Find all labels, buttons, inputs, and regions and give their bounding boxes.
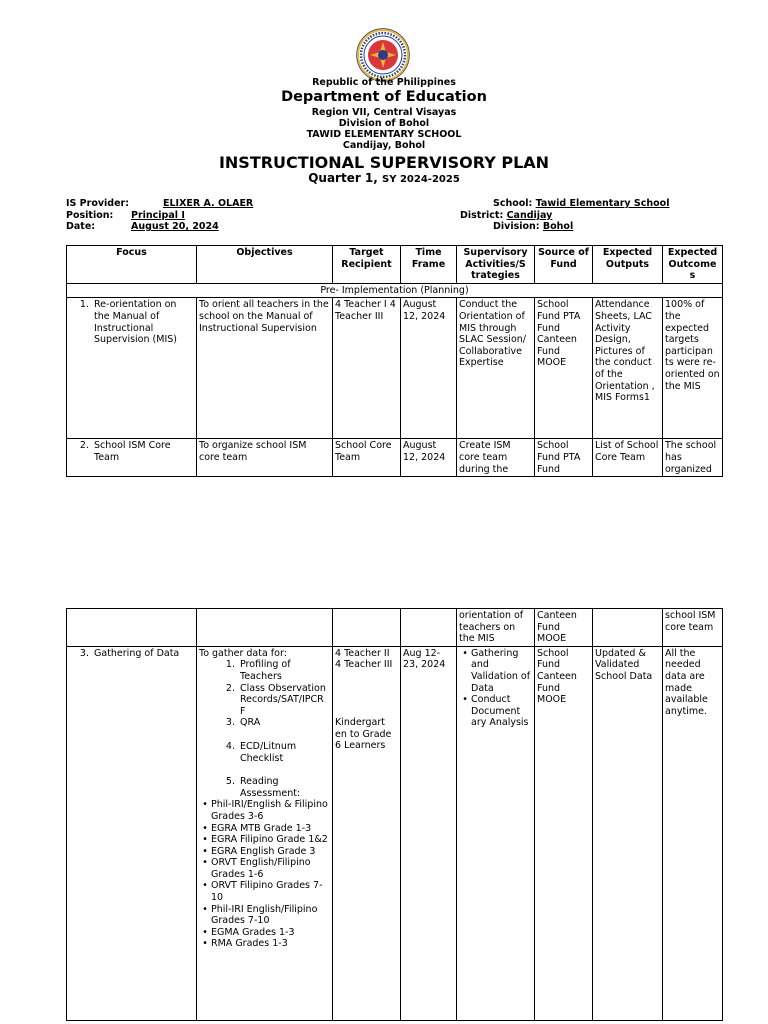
focus-cell [67,298,197,439]
school-name-line: TAWID ELEMENTARY SCHOOL [306,129,462,140]
bullet-text: Conduct Document ary Analysis [471,694,529,729]
bullet-text: Gathering and Validation of Data [471,647,531,694]
date-value [131,221,219,232]
sub-number: 2. [225,682,235,694]
activity-cell: orientation of teachers on the MIS [457,609,535,647]
focus-text: School ISM Core Team [94,440,171,463]
table-row [67,609,723,647]
provider-name: ELIXER A. OLAER [163,198,254,209]
outputs-cell [593,609,663,647]
division-label: Division: [493,221,540,232]
header-outcomes: Expected Outcome s [663,246,723,284]
bullet-text: RMA Grades 1-3 [211,938,288,950]
sub-number: 3. [225,717,235,729]
bullet-item: • EGRA English Grade 3 [202,845,316,857]
sub-text: Reading Assessment: [240,776,301,799]
objective-intro: To gather data for: [199,647,287,659]
bullet-text: Phil-IRI/English & Filipino Grades 3-6 [211,799,328,822]
header-fund: Source of Fund [535,246,593,284]
outcomes-cell: 100% of the expected targets participan ts were re-oriented on the MIS [663,298,723,439]
republic-line: Republic of the Philippines [312,77,456,88]
division-info [493,221,573,232]
sub-text: Profiling of Teachers [240,659,291,682]
list-item [199,659,330,682]
header-outputs: Expected Outputs [593,246,663,284]
item-number: 1. [79,299,89,311]
region-line: Region VII, Central Visayas [311,107,457,118]
sub-number: 5. [225,776,235,788]
bullet-text: Phil-IRI English/Filipino Grades 7-10 [211,903,318,927]
header-time: Time Frame [401,246,457,284]
district-label: District: [460,210,504,221]
target-teachers: 4 Teacher II 4 Teacher III [335,647,393,671]
sub-number: 4. [225,740,235,752]
division-line: Division of Bohol [338,118,430,129]
objective-cell [197,609,333,647]
bullet-text: EGRA English Grade 3 [211,845,316,857]
table-row [67,298,723,439]
header-focus: Focus [67,246,197,284]
location-line: Candijay, Bohol [342,140,426,151]
date-label: Date: [66,221,96,232]
school-info [493,198,669,209]
quarter-label: Quarter 1, [308,171,378,185]
school-label: School: [493,198,533,209]
table-header-row [67,246,723,284]
activity-cell: Create ISM core team during the [457,439,535,477]
bullet-text: ORVT Filipino Grades 7-10 [211,880,323,904]
header-target: Target Recipient [333,246,401,284]
activity-cell: Conduct the Orientation of MIS through SLAC Session/ Collaborative Expertise [457,298,535,439]
list-item [199,741,330,764]
department-name: Department of Education [281,89,487,105]
position-value [131,210,185,221]
focus-cell [67,646,197,1020]
table-row [67,646,723,1020]
supervisory-plan-table-continued [66,608,723,1021]
district-value: Candijay [506,210,553,221]
bullet-item: • Gathering and Validation of Data [462,647,531,694]
activity-cell [457,646,535,1020]
target-cell [333,609,401,647]
school-value: Tawid Elementary School [535,198,670,209]
sub-text: ECD/Litnum Checklist [240,740,297,764]
provider-value [163,198,253,209]
target-cell: 4 Teacher I 4 Teacher III [333,298,401,439]
district-info [460,210,552,221]
bullet-text: ORVT English/Filipino Grades 1-6 [211,857,311,880]
phase-row [67,283,723,298]
list-item [199,776,330,799]
outcomes-cell: All the needed data are made available anytime. [663,646,723,1020]
outputs-cell: Attendance Sheets, LAC Activity Design, Pictures of the conduct of the Orientation , MIS Forms1 [593,298,663,439]
fund-cell: School Fund PTA Fund [535,439,593,477]
item-number: 2. [79,440,89,452]
bullet-item: • EGMA Grades 1-3 [202,926,295,938]
bullet-item: • EGRA Filipino Grade 1&2 [202,834,328,846]
quarter-line [0,171,768,185]
outputs-cell: List of School Core Team [593,439,663,477]
position-label: Position: [66,210,114,221]
provider-label: IS Provider: [66,198,130,209]
time-cell: Aug 12-23, 2024 [401,646,457,1020]
target-cell: School Core Team [333,439,401,477]
list-item [199,717,330,729]
focus-text: Gathering of Data [94,647,180,659]
target-cell [333,646,401,1020]
bullet-item: • Conduct Document ary Analysis [459,694,532,729]
sub-text: Class Observation Records/SAT/IPCR F [240,682,326,717]
objective-cell: To organize school ISM core team [197,439,333,477]
item-number: 3. [79,647,89,659]
supervisory-plan-table [66,245,723,477]
bullet-text: EGRA Filipino Grade 1&2 [211,834,328,846]
outcomes-cell: school ISM core team [663,609,723,647]
bullet-item: • Phil-IRI/English & Filipino Grades 3-6 [199,799,330,822]
target-learners: Kindergart en to Grade 6 Learners [335,716,392,752]
focus-text: Re-orientation on the Manual of Instructional Supervision (MIS) [94,299,177,346]
time-cell: August 12, 2024 [401,439,457,477]
outputs-cell: Updated & Validated School Data [593,646,663,1020]
date-text: August 20, 2024 [131,221,219,232]
list-item [199,683,330,718]
bullet-item: • Phil-IRI English/Filipino Grades 7-10 [199,904,330,927]
position-name: Principal I [131,210,185,221]
fund-cell: School Fund PTA Fund Canteen Fund MOOE [535,298,593,439]
objective-cell [197,646,333,1020]
bullet-item: • ORVT Filipino Grades 7-10 [199,880,330,903]
fund-cell: Canteen Fund MOOE [535,609,593,647]
plan-title: INSTRUCTIONAL SUPERVISORY PLAN [218,153,550,172]
division-value: Bohol [542,221,574,232]
focus-cell [67,609,197,647]
school-year: SY 2024-2025 [382,174,460,185]
table-row [67,439,723,477]
bullet-item: • EGRA MTB Grade 1-3 [202,822,312,834]
sub-number: 1. [225,659,235,671]
time-cell [401,609,457,647]
fund-cell: School Fund Canteen Fund MOOE [535,646,593,1020]
bullet-item: • ORVT English/Filipino Grades 1-6 [199,857,330,880]
bullet-text: EGRA MTB Grade 1-3 [211,822,312,834]
bullet-text: EGMA Grades 1-3 [211,926,295,938]
outcomes-cell: The school has organized [663,439,723,477]
header-objectives: Objectives [197,246,333,284]
bullet-item: • RMA Grades 1-3 [202,938,288,950]
deped-seal-logo [356,28,410,82]
objective-cell: To orient all teachers in the school on the Manual of Instructional Supervision [197,298,333,439]
focus-cell [67,439,197,477]
phase-label: Pre- Implementation (Planning) [67,283,723,298]
sub-text: QRA [240,717,261,729]
time-cell: August 12, 2024 [401,298,457,439]
header-activities: Supervisory Activities/S trategies [457,246,535,284]
